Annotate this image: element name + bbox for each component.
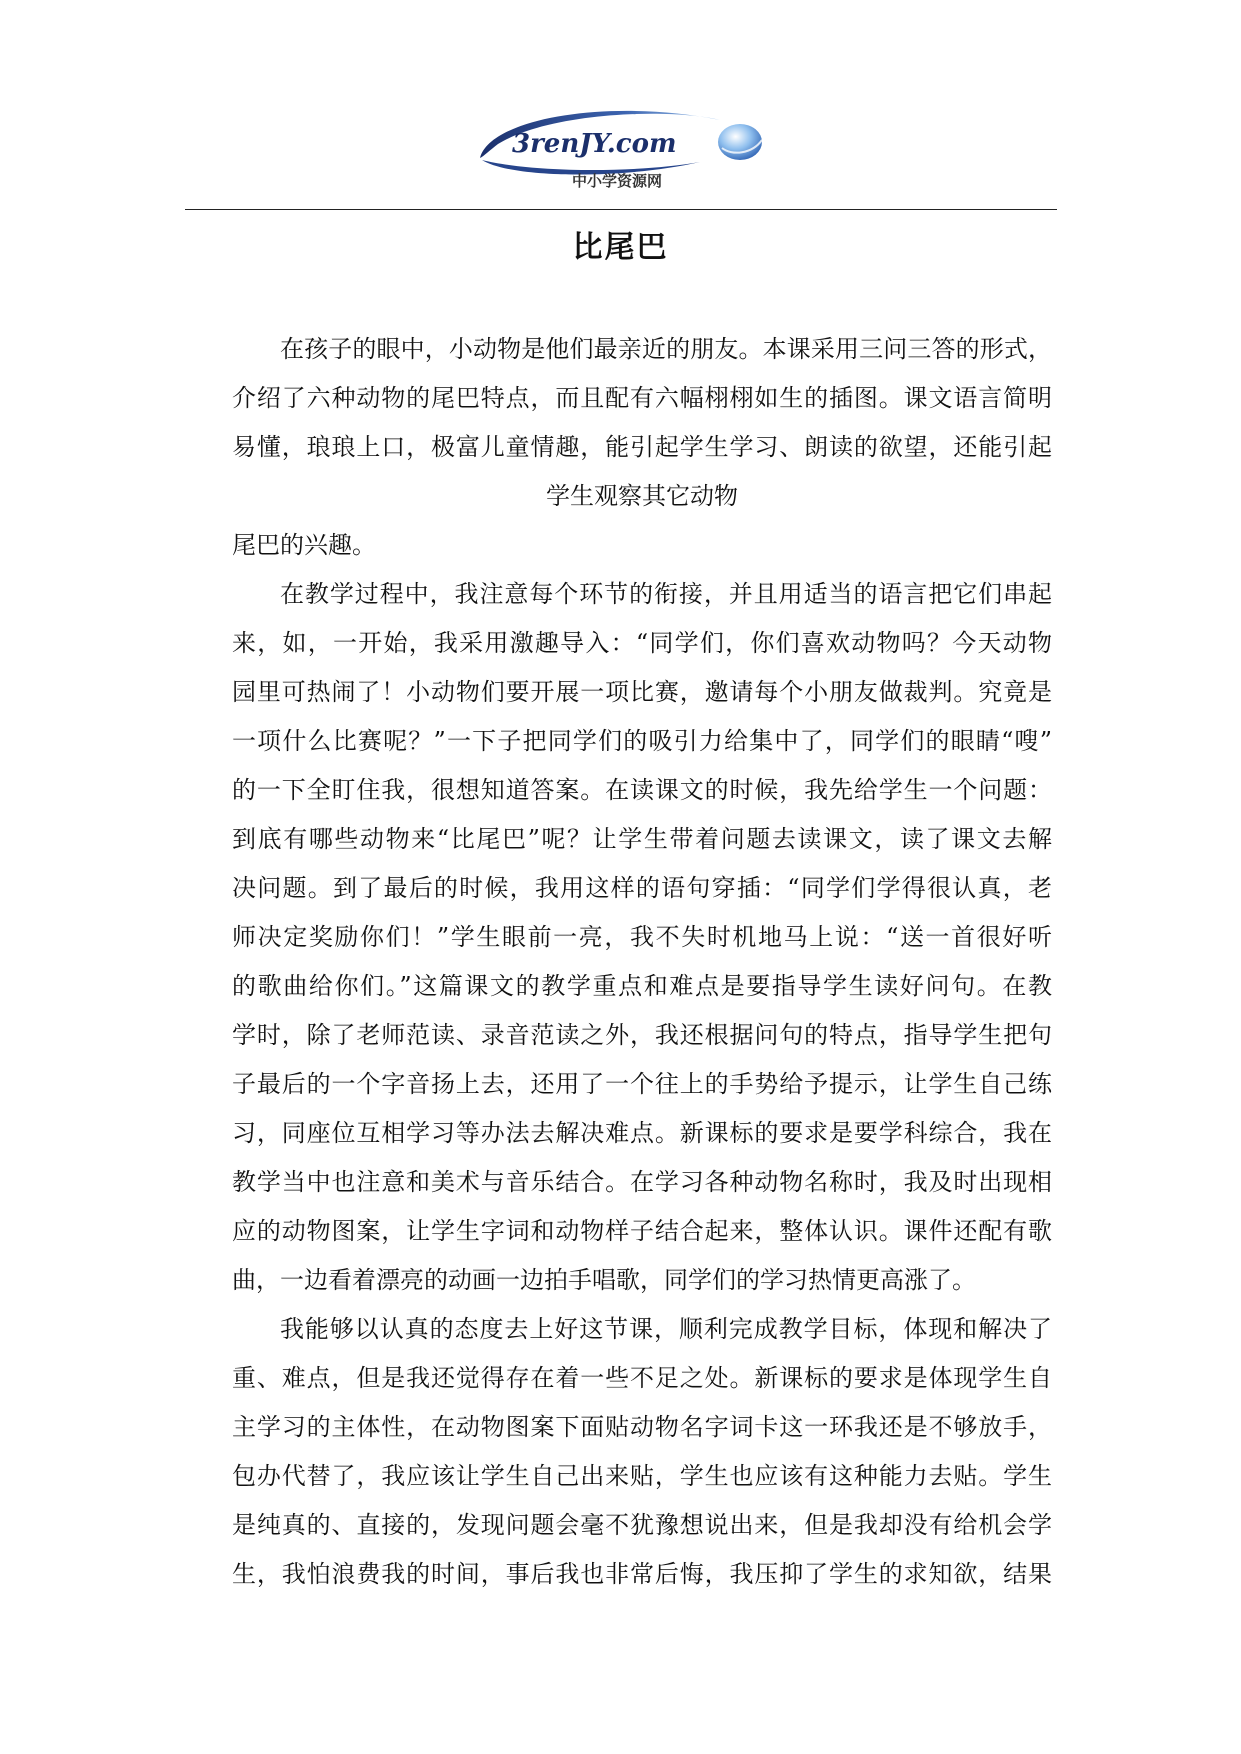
text-line: 来，如，一开始，我采用激趣导入：“同学们，你们喜欢动物吗？今天动物 (232, 629, 1052, 657)
text-line: 重、难点，但是我还觉得存在着一些不足之处。新课标的要求是体现学生自 (232, 1364, 1052, 1392)
page-title: 比尾巴 (572, 230, 669, 265)
text-line: 应的动物图案，让学生字词和动物样子结合起来，整体认识。课件还配有歌 (232, 1217, 1052, 1245)
text-line: 易懂，琅琅上口，极富儿童情趣，能引起学生学习、朗读的欲望，还能引起 (232, 433, 1052, 461)
text-line: 决问题。到了最后的时候，我用这样的语句穿插：“同学们学得很认真，老 (232, 874, 1052, 902)
logo-text: 3renJY.com (512, 129, 677, 159)
text-line: 教学当中也注意和美术与音乐结合。在学习各种动物名称时，我及时出现相 (232, 1168, 1052, 1196)
logo-subtitle: 中小学资源网 (572, 172, 663, 190)
text-line: 子最后的一个字音扬上去，还用了一个往上的手势给予提示，让学生自己练 (232, 1070, 1052, 1098)
text-line: 习，同座位互相学习等办法去解决难点。新课标的要求是要学科综合，我在 (232, 1119, 1052, 1147)
site-logo (470, 100, 780, 200)
article-body (232, 325, 1052, 1599)
text-line: 园里可热闹了！小动物们要开展一项比赛，邀请每个小朋友做裁判。究竟是 (232, 678, 1052, 706)
text-line: 学时，除了老师范读、录音范读之外，我还根据问句的特点，指导学生把句 (232, 1021, 1052, 1049)
text-line: 介绍了六种动物的尾巴特点，而且配有六幅栩栩如生的插图。课文语言简明 (232, 384, 1052, 412)
text-line: 的歌曲给你们。”这篇课文的教学重点和难点是要指导学生读好问句。在教 (232, 972, 1052, 1000)
page-header (0, 0, 1241, 210)
text-line: 生，我怕浪费我的时间，事后我也非常后悔，我压抑了学生的求知欲，结果 (232, 1560, 1052, 1588)
text-line: 尾巴的兴趣。 (232, 531, 376, 559)
text-line: 主学习的主体性，在动物图案下面贴动物名字词卡这一环我还是不够放手， (232, 1413, 1052, 1441)
text-line: 一项什么比赛呢？”一下子把同学们的吸引力给集中了，同学们的眼睛“嗖” (232, 727, 1052, 755)
text-line: 学生观察其它动物 (546, 482, 738, 510)
text-line: 的一下全盯住我，很想知道答案。在读课文的时候，我先给学生一个问题： (232, 776, 1052, 804)
header-divider (185, 209, 1057, 210)
text-line: 在孩子的眼中，小动物是他们最亲近的朋友。本课采用三问三答的形式， (280, 335, 1052, 363)
text-line: 我能够以认真的态度去上好这节课，顺利完成教学目标，体现和解决了 (280, 1315, 1052, 1343)
text-line: 包办代替了，我应该让学生自己出来贴，学生也应该有这种能力去贴。学生 (232, 1462, 1052, 1490)
text-line: 是纯真的、直接的，发现问题会毫不犹豫想说出来，但是我却没有给机会学 (232, 1511, 1052, 1539)
text-line: 在教学过程中，我注意每个环节的衔接，并且用适当的语言把它们串起 (280, 580, 1052, 608)
logo-globe-icon (718, 124, 762, 160)
text-line: 师决定奖励你们！”学生眼前一亮，我不失时机地马上说：“送一首很好听 (232, 923, 1052, 951)
text-line: 到底有哪些动物来“比尾巴”呢？让学生带着问题去读课文，读了课文去解 (232, 825, 1052, 853)
text-line: 曲，一边看着漂亮的动画一边拍手唱歌，同学们的学习热情更高涨了。 (232, 1266, 976, 1294)
logo-graphic (470, 100, 780, 200)
